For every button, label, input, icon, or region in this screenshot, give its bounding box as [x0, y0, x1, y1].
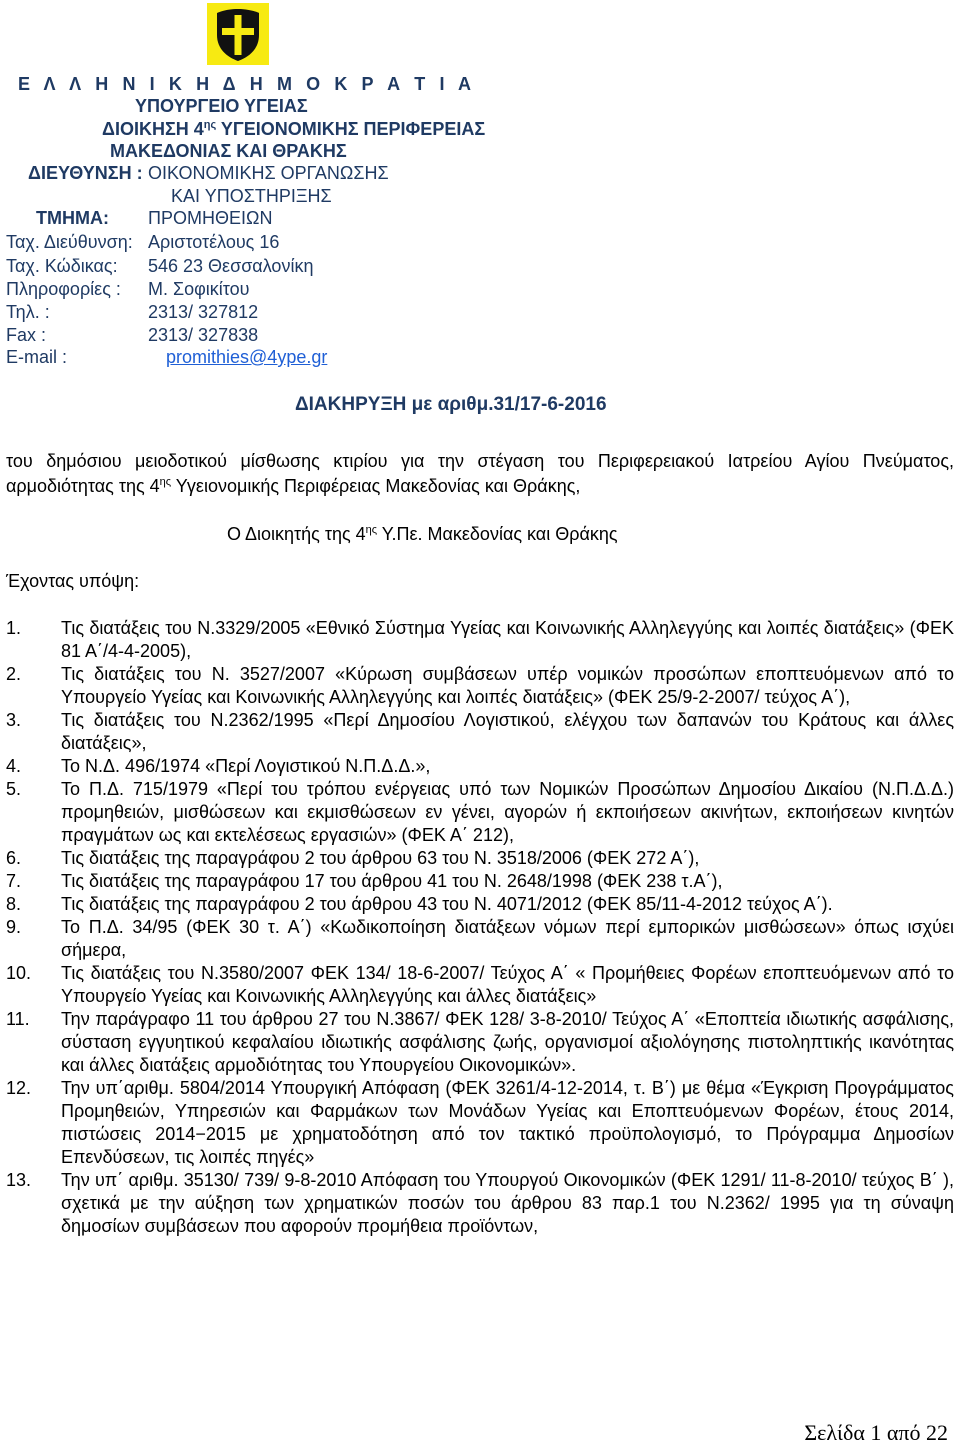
email-label: E-mail :: [6, 347, 68, 367]
email-link[interactable]: promithies@4ype.gr: [166, 347, 328, 367]
list-item: 9. Το Π.Δ. 34/95 (ΦΕΚ 30 τ. Α΄) «Κωδικοποίηση διατάξεων νόμων περί εμπορικών μισθώσεων» όπως ισχύει σήμερα,: [6, 917, 954, 960]
fax-label: Fax :: [6, 325, 47, 345]
greek-state-emblem-icon: [207, 3, 269, 65]
postcode-value: 546 23 Θεσσαλονίκη: [148, 256, 314, 276]
administration-heading: ΔΙΟΙΚΗΣΗ $4^{\eta\varsigma}$ ΥΓΕΙΟΝΟΜΙΚΗΣ ΠΕΡΙΦΕΡΕΙΑΣ: [102, 119, 486, 139]
list-item: 2. Τις διατάξεις του Ν. 3527/2007 «Κύρωση συμβάσεων υπέρ νομικών προσώπων εποπτευόμενων από το Υπουργείο Υγείας και Κοινωνικής Αλληλεγγύης και λοιπές διατάξεις» (ΦΕΚ 25/9-2-2007/ τεύχος Α΄),: [6, 664, 954, 707]
list-item: 13. Την υπ΄ αριθμ. 35130/ 739/ 9-8-2010 Απόφαση του Υπουργού Οικονομικών (ΦΕΚ 1291/ 11-8-2010/ τεύχος Β΄ ), σχετικά με την αύξηση των χρηματικών ποσών του άρθρου 83 παρ.1 του Ν.2362/ 1995 για τη σύναψη δημοσίων συμβάσεων που αφορούν προμήθεια προϊόντων,: [6, 1170, 954, 1236]
authority-line: Ο Διοικητής της $4^{\eta\varsigma}$ Υ.Πε. Μακεδονίας και Θράκης: [227, 524, 618, 544]
address-label: Ταχ. Διεύθυνση:: [6, 232, 133, 252]
list-item: 1. Τις διατάξεις του Ν.3329/2005 «Εθνικό Σύστημα Υγείας και Κοινωνικής Αλληλεγγύης και λοιπές διατάξεις» (ΦΕΚ 81 Α΄/4-4-2005),: [6, 618, 954, 661]
list-item: 7. Τις διατάξεις της παραγράφου 17 του άρθρου 41 του Ν. 2648/1998 (ΦΕΚ 238 τ.Α΄),: [6, 871, 723, 891]
phone-value: 2313/ 327812: [148, 302, 259, 322]
directorate-value-2: ΚΑΙ ΥΠΟΣΤΗΡΙΞΗΣ: [171, 186, 332, 206]
list-item: 5. Το Π.Δ. 715/1979 «Περί του τρόπου ενέργειας υπό των Νομικών Προσώπων Δημοσίου Δικαίου (Ν.Π.Δ.Δ.) προμηθειών, μισθώσεων και εκμισθώσεων εν γένει, αγορών ή εκποιήσεων ακινήτων, εκποιήσεων κινητών πραγμάτων ως και εκτελέσεως εργασιών» (ΦΕΚ Α΄ 212),: [6, 779, 954, 845]
list-item: 6. Τις διατάξεις της παραγράφου 2 του άρθρου 63 του Ν. 3518/2006 (ΦΕΚ 272 Α΄),: [6, 848, 700, 868]
list-item: 8. Τις διατάξεις της παραγράφου 2 του άρθρου 43 του Ν. 4071/2012 (ΦΕΚ 85/11-4-2012 τεύχος Α΄).: [6, 894, 833, 914]
directorate-value: ΟΙΚΟΝΟΜΙΚΗΣ ΟΡΓΑΝΩΣΗΣ: [148, 163, 389, 183]
info-value: Μ. Σοφικίτου: [148, 279, 250, 299]
list-item: 10. Τις διατάξεις του Ν.3580/2007 ΦΕΚ 134/ 18-6-2007/ Τεύχος Α΄ « Προμήθειες Φορέων εποπτευόμενων από το Υπουργείο Υγείας και Κοινωνικής Αλληλεγγύης και άλλες διατάξεις»: [6, 963, 954, 1006]
phone-label: Τηλ. :: [6, 302, 50, 322]
legal-basis-list: [6, 617, 954, 1238]
department-value: ΠΡΟΜΗΘΕΙΩΝ: [148, 208, 273, 228]
info-label: Πληροφορίες :: [6, 279, 121, 299]
directorate-label: ΔΙΕΥΘΥΝΣΗ :: [28, 163, 143, 183]
list-item: 4. Το Ν.Δ. 496/1974 «Περί Λογιστικού Ν.Π.Δ.Δ.»,: [6, 756, 431, 776]
postcode-label: Ταχ. Κώδικας:: [6, 256, 118, 276]
considering-heading: Έχοντας υπόψη:: [6, 571, 140, 591]
fax-value: 2313/ 327838: [148, 325, 259, 345]
list-item: 3. Τις διατάξεις του Ν.2362/1995 «Περί Δημοσίου Λογιστικού, ελέγχου των δαπανών του Κράτους και άλλες διατάξεις»,: [6, 710, 954, 753]
page-number: Σελίδα 1 από 22: [804, 1420, 948, 1445]
declaration-title: ΔΙΑΚΗΡΥΞΗ με αριθμ.31/17-6-2016: [295, 394, 607, 415]
department-label: ΤΜΗΜΑ:: [36, 208, 109, 228]
address-value: Αριστοτέλους 16: [148, 232, 280, 252]
list-item: 11. Την παράγραφο 11 του άρθρου 27 του Ν.3867/ ΦΕΚ 128/ 3-8-2010/ Τεύχος Α΄ «Εποπτεία ιδιωτικής ασφάλισης, σύσταση εγγυητικού κεφαλαίου ιδιωτικής ασφάλισης ζωής, οργανισμοί αξιολόγησης πιστοληπτικής ικανότητας και άλλες διατάξεις αρμοδιότητας του Υπουργείου Οικονομικών».: [6, 1009, 954, 1075]
intro-paragraph: του δημόσιου μειοδοτικού μίσθωσης κτιρίου για την στέγαση του Περιφερειακού Ιατρείου Αγίου Πνεύματος, αρμοδιότητας της $4^{\eta\varsigma}$ Υγειονομικής Περιφέρειας Μακεδονίας και Θράκης,: [6, 451, 954, 496]
country-heading: Ε Λ Λ Η Ν Ι Κ Η Δ Η Μ Ο Κ Ρ Α Τ Ι Α: [18, 74, 476, 94]
ministry-heading: ΥΠΟΥΡΓΕΙΟ ΥΓΕΙΑΣ: [135, 96, 308, 116]
list-item: 12. Την υπ΄αριθμ. 5804/2014 Υπουργική Απόφαση (ΦΕΚ 3261/4-12-2014, τ. Β΄) με θέμα «Έγκριση Προγράμματος Προμηθειών, Υπηρεσιών και Φαρμάκων των Μονάδων Υγείας και Εποπτευόμενων Φορέων, έτους 2014, πιστώσεις 2014−2015 με χρηματοδότηση από τον τακτικό προϋπολογισμό, το Πρόγραμμα Δημοσίων Επενδύσεων, τις λοιπές πηγές»: [6, 1078, 954, 1167]
region-heading: ΜΑΚΕΔΟΝΙΑΣ ΚΑΙ ΘΡΑΚΗΣ: [110, 141, 347, 161]
